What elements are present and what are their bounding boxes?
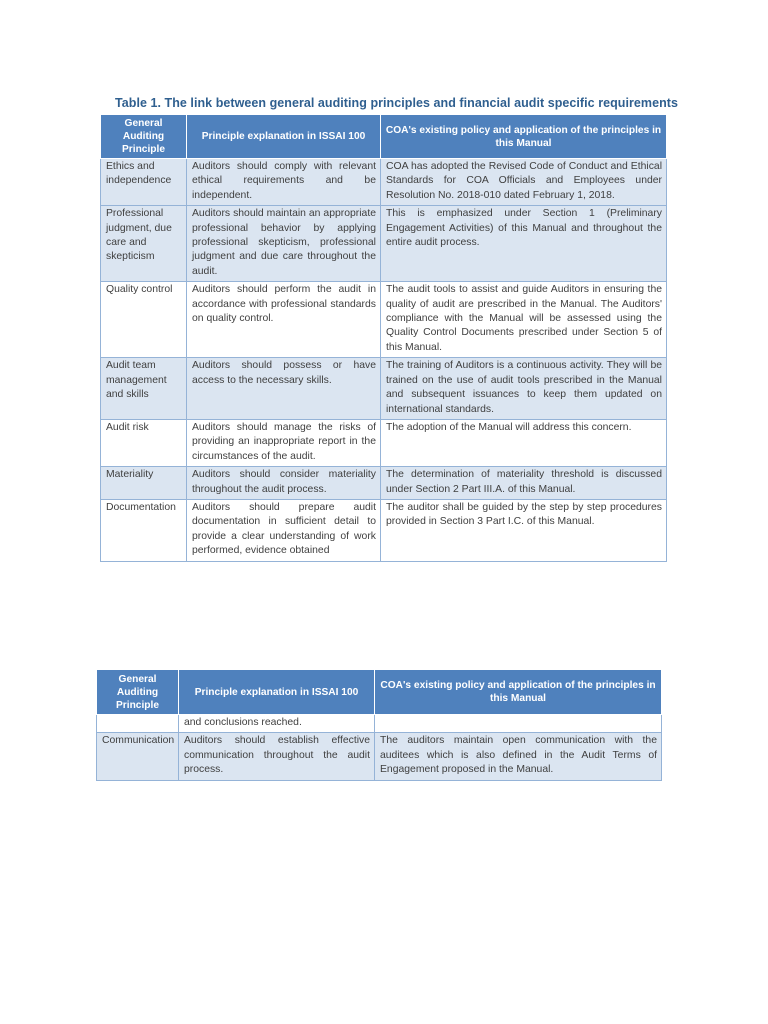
policy-cell: The audit tools to assist and guide Auditors in ensuring the quality of audit are prescribed in the Manual. The Auditors' compliance with the Manual will be assessed using the Quality Control Documents prescribed under Section 5 of this Manual.	[381, 282, 667, 358]
principle-cell: Audit risk	[101, 419, 187, 466]
table-row	[97, 733, 662, 780]
explanation-cell: Auditors should establish effective communication throughout the audit process.	[179, 733, 375, 780]
explanation-cell: Auditors should maintain an appropriate professional behavior by applying professional skepticism, professional judgment and due care throughout the audit.	[187, 206, 381, 282]
principle-cell: Quality control	[101, 282, 187, 358]
table-row	[101, 159, 667, 206]
principle-cell	[97, 715, 179, 733]
table-row	[101, 358, 667, 420]
policy-cell: The determination of materiality threshold is discussed under Section 2 Part III.A. of this Manual.	[381, 467, 667, 500]
table-header-row	[97, 670, 662, 715]
table-row	[101, 467, 667, 500]
table-header-row	[101, 115, 667, 159]
explanation-cell: Auditors should comply with relevant ethical requirements and be independent.	[187, 159, 381, 206]
principle-cell: Communication	[97, 733, 179, 780]
table-row	[101, 499, 667, 561]
principle-cell: Audit team management and skills	[101, 358, 187, 420]
policy-cell: The auditors maintain open communication with the auditees which is also defined in the Audit Terms of Engagement proposed in the Manual.	[375, 733, 662, 780]
principle-cell: Materiality	[101, 467, 187, 500]
explanation-cell: Auditors should consider materiality throughout the audit process.	[187, 467, 381, 500]
table-row	[101, 419, 667, 466]
header-general-principle: General Auditing Principle	[101, 115, 187, 159]
explanation-cell: and conclusions reached.	[179, 715, 375, 733]
explanation-cell: Auditors should possess or have access to the necessary skills.	[187, 358, 381, 420]
table-row	[101, 282, 667, 358]
principle-cell: Ethics and independence	[101, 159, 187, 206]
header-principle-explanation: Principle explanation in ISSAI 100	[187, 115, 381, 159]
policy-cell: The training of Auditors is a continuous activity. They will be trained on the use of audit tools prescribed in the Manual and subsequent issuances to keep them updated on international standards.	[381, 358, 667, 420]
table-row	[101, 206, 667, 282]
principles-table-part-1	[100, 114, 667, 562]
principle-cell: Professional judgment, due care and skepticism	[101, 206, 187, 282]
policy-cell: The adoption of the Manual will address this concern.	[381, 419, 667, 466]
table-caption: Table 1. The link between general auditing principles and financial audit specific requirements	[115, 96, 678, 110]
policy-cell: The auditor shall be guided by the step by step procedures provided in Section 3 Part I.C. of this Manual.	[381, 499, 667, 561]
header-coa-policy: COA's existing policy and application of the principles in this Manual	[375, 670, 662, 715]
explanation-cell: Auditors should manage the risks of providing an inappropriate report in the circumstances of the audit.	[187, 419, 381, 466]
header-principle-explanation: Principle explanation in ISSAI 100	[179, 670, 375, 715]
policy-cell: COA has adopted the Revised Code of Conduct and Ethical Standards for COA Officials and Employees under Resolution No. 2018-010 dated February 1, 2018.	[381, 159, 667, 206]
principle-cell: Documentation	[101, 499, 187, 561]
table-row	[97, 715, 662, 733]
explanation-cell: Auditors should perform the audit in accordance with professional standards on quality control.	[187, 282, 381, 358]
header-coa-policy: COA's existing policy and application of the principles in this Manual	[381, 115, 667, 159]
policy-cell: This is emphasized under Section 1 (Preliminary Engagement Activities) of this Manual and throughout the entire audit process.	[381, 206, 667, 282]
explanation-cell: Auditors should prepare audit documentation in sufficient detail to provide a clear understanding of work performed, evidence obtained	[187, 499, 381, 561]
principles-table-part-2	[96, 669, 662, 781]
header-general-principle: General Auditing Principle	[97, 670, 179, 715]
policy-cell	[375, 715, 662, 733]
